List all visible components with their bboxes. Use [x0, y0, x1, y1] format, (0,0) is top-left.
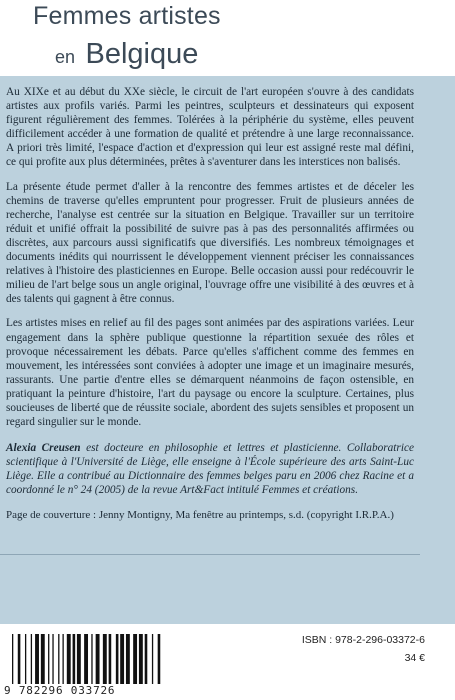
title-word-en: en [55, 47, 76, 67]
barcode [12, 634, 162, 684]
author-bio-text: est docteure en philosophie et lettres et plasticienne. Collaboratrice scientifique à l'Université de Liège, elle enseigne à l'École supérieure des arts Saint-Luc Liège. Elle a contribué au Dictionnaire des femmes belges paru en 2006 chez Racine et a coordonné le n° 24 (2005) de la revue Art&Fact intitulé Femmes et créations. [6, 442, 415, 497]
title-line-2 [55, 38, 198, 71]
footer [0, 624, 455, 700]
title-header [0, 0, 455, 76]
title-line-1: Femmes artistes [33, 2, 221, 30]
blurb-paragraph-3: Les artistes mises en relief au fil des pages sont animées par des aspirations variées. Leur engagement dans la sphère publique questionne la répartition sexuée des rôles et provoque nécessairement les débats. Parce qu'elles s'affichent comme des femmes en mouvement, les intéressées sont conviées à adopter une image et un imaginaire mesurés, rassurants. Une partie d'entre elles se démarquent néanmoins de façon ostensible, en pratiquant la peinture d'histoire, l'art du paysage ou encore la sculpture. Certaines, plus soucieuses de liberté que de réussite sociale, abordent des sujets sensibles et proposent un regard singulier sur le monde. [6, 317, 414, 429]
blurb-panel [0, 76, 455, 624]
isbn: ISBN : 978-2-296-03372-6 [301, 634, 425, 646]
title-word-belgique: Belgique [85, 38, 199, 70]
cover-credit: Page de couverture : Jenny Montigny, Ma fenêtre au printemps, s.d. (copyright I.R.P.A.) [6, 508, 394, 521]
author-name: Alexia Creusen [6, 442, 81, 455]
author-bio [6, 441, 414, 497]
barcode-digits: 9 782296 033726 [4, 684, 116, 697]
blurb-paragraph-1: Au XIXe et au début du XXe siècle, le circuit de l'art européen s'ouvre à des candidats artistes aux profils variés. Parmi les peintres, sculpteurs et dessinateurs qui exposent figurent régulièrement des femmes. Tolérées à la périphérie du système, elles peuvent difficilement accéder à une formation de qualité et prétendre à une large reconnaissance. A priori très limité, l'espace d'action et d'expression qui leur est assigné reste mal défini, ce qui profite aux plus déterminées, prêtes à s'aventurer dans les interstices non balisés. [6, 86, 414, 169]
price: 34 € [404, 652, 425, 664]
divider [0, 554, 420, 555]
blurb-paragraph-2: La présente étude permet d'aller à la rencontre des femmes artistes et de déceler les chemins de traverse qu'elles empruntent pour progresser. Fruit de plusieurs années de recherche, l'analyse est centrée sur la situation en Belgique. Travailler sur un territoire réduit et unifié offrait la possibilité de suivre pas à pas des personnalités affirmées ou discrètes, aux parcours aussi significatifs que diversifiés. Les nombreux témoignages et documents inédits qui nourrissent le développement viennent préciser les connaissances relatives à l'histoire des plasticiennes en Europe. Belle occasion aussi pour redécouvrir le milieu de l'art belge sous un angle original, l'ouvrage offre une visibilité à des œuvres et à des talents qui gagnent à être connus. [6, 180, 414, 306]
blurb-text [6, 85, 414, 532]
